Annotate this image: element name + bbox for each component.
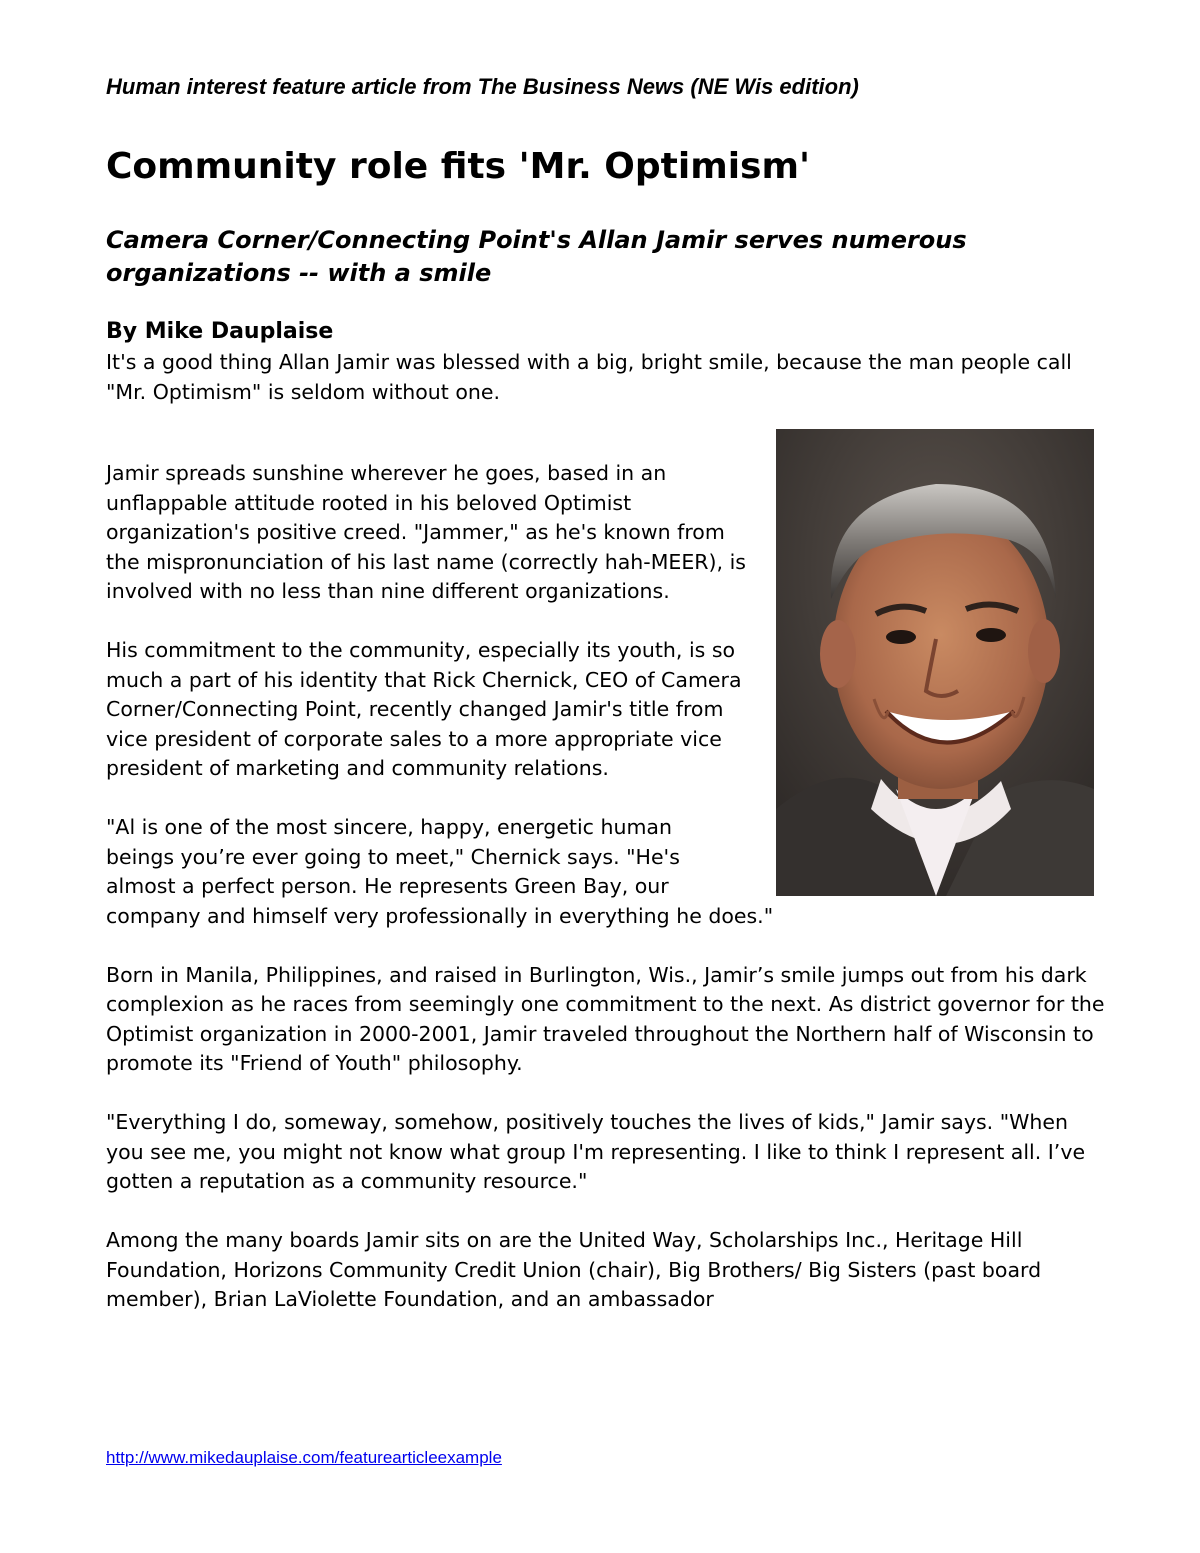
article-body <box>106 459 1106 1344</box>
article-paragraph-4: "Al is one of the most sincere, happy, energetic human beings you’re ever going to meet," Chernick says. "He's almost a perfect person. He represents Green Bay, our company and himself very professionally in everything he does." <box>106 815 774 928</box>
article-paragraph-6: "Everything I do, someway, somehow, positively touches the lives of kids," Jamir says. "When you see me, you might not know what group I'm representing. I like to think I represent all. I’ve gotten a reputation as a community resource." <box>106 1110 1086 1193</box>
article-paragraph-5: Born in Manila, Philippines, and raised in Burlington, Wis., Jamir’s smile jumps out from his dark complexion as he races from seemingly one commitment to the next. As district governor for the Optimist organization in 2000-2001, Jamir traveled throughout the Northern half of Wisconsin to promote its "Friend of Youth" philosophy. <box>106 962 1105 1075</box>
article-deck: Camera Corner/Connecting Point's Allan Jamir serves numerous organizations -- with a smile <box>106 226 967 287</box>
article-byline: By Mike Dauplaise <box>106 319 334 344</box>
article-paragraph-2: Jamir spreads sunshine wherever he goes, based in an unflappable attitude rooted in his beloved Optimist organization's positive creed. "Jammer," as he's known from the mispronunciation of his last name (correctly hah-MEER), is involved with no less than nine different organizations. <box>106 461 746 603</box>
portrait-photo <box>776 429 1094 896</box>
article-paragraph-7: Among the many boards Jamir sits on are the United Way, Scholarships Inc., Heritage Hill Foundation, Horizons Community Credit Union (chair), Big Brothers/ Big Sisters (past board member), Brian LaViolette Foundation, and an ambassador <box>106 1228 1042 1311</box>
article-paragraph-1: It's a good thing Allan Jamir was blessed with a big, bright smile, because the man people call "Mr. Optimism" is seldom without one. <box>106 350 1072 404</box>
article-kicker: Human interest feature article from The Business News (NE Wis edition) <box>106 74 859 99</box>
article-paragraph-3: His commitment to the community, especially its youth, is so much a part of his identity that Rick Chernick, CEO of Camera Corner/Connecting Point, recently changed Jamir's title from vice president of corporate sales to a more appropriate vice president of marketing and community relations. <box>106 638 742 780</box>
article-headline: Community role fits 'Mr. Optimism' <box>106 146 811 187</box>
source-link[interactable]: http://www.mikedauplaise.com/featurearticleexample <box>106 1448 502 1467</box>
